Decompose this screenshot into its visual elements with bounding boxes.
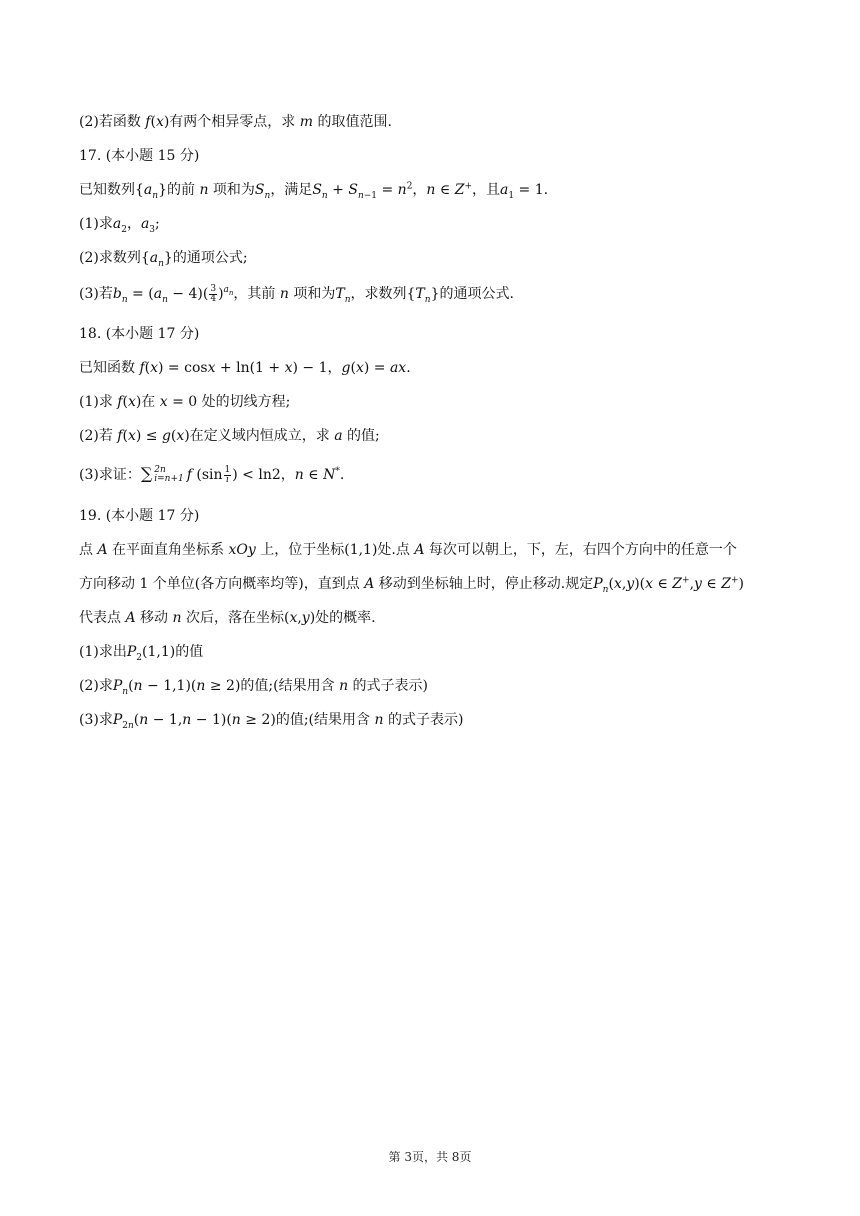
q18-header: 18. (本小题 17 分) bbox=[79, 326, 200, 342]
q17-header: 17. (本小题 15 分) bbox=[79, 148, 200, 164]
q17-part1: (1)求$a_2$，$a_3$; bbox=[79, 216, 160, 235]
q19-stem-line1: 点 A 在平面直角坐标系 xOy 上，位于坐标(1,1)处.点 A 每次可以朝上，下，左，右四个方向中的任意一个 bbox=[79, 542, 737, 558]
q19-header: 19. (本小题 17 分) bbox=[79, 508, 200, 524]
q17-part2: (2)求数列$\{a_n\}$的通项公式; bbox=[79, 250, 248, 269]
q19-part2: (2)求$P_n(n - 1,1)(n \ge 2)$的值;(结果用含 n 的式子表示) bbox=[79, 678, 429, 697]
q19-part3: (3)求$P_{2n}(n - 1,n - 1)(n \ge 2)$的值;(结果用含 n 的式子表示) bbox=[79, 712, 464, 731]
q17-stem: 已知数列$\{a_n\}$的前 n 项和为$S_n$，满足$S_n + S_{n-1} = n^2$，n ∈ Z+，且$a_1 = 1$. bbox=[79, 181, 549, 201]
q17-part3: (3)若$b_n = (a_n - 4)$( $\frac{3}{4}$ )$^{a_n}$，其前 n 项和为$T_n$，求数列$\{T_n\}$的通项公式. bbox=[79, 283, 514, 305]
q16-part2: (2)若函数 f(x)有两个相异零点，求 m 的取值范围. bbox=[79, 114, 392, 130]
q18-part3: (3)求证：∑ 2n i=n+1 f (sin $\frac{1}{i}$ ) < ln2，n ∈ N*. bbox=[79, 464, 345, 485]
q18-part2: (2)若 f(x) ≤ g(x)在定义域内恒成立，求 a 的值; bbox=[79, 428, 380, 444]
q19-stem-line3: 代表点 A 移动 n 次后，落在坐标(x,y)处的概率. bbox=[79, 610, 376, 626]
page-number: 第 3页，共 8页 bbox=[388, 1150, 472, 1164]
q19-part1: (1)求出$P_2(1,1)$的值 bbox=[79, 644, 204, 663]
q18-stem: 已知函数 f(x) = cosx + ln(1 + x) − 1，g(x) = ax. bbox=[79, 360, 411, 376]
q18-part1: (1)求 f(x)在 x = 0 处的切线方程; bbox=[79, 394, 291, 410]
q19-stem-line2: 方向移动 1 个单位(各方向概率均等)，直到点 A 移动到坐标轴上时，停止移动.规定$P_n(x,y)(x$ ∈ Z+,y ∈ Z+) bbox=[79, 575, 744, 595]
